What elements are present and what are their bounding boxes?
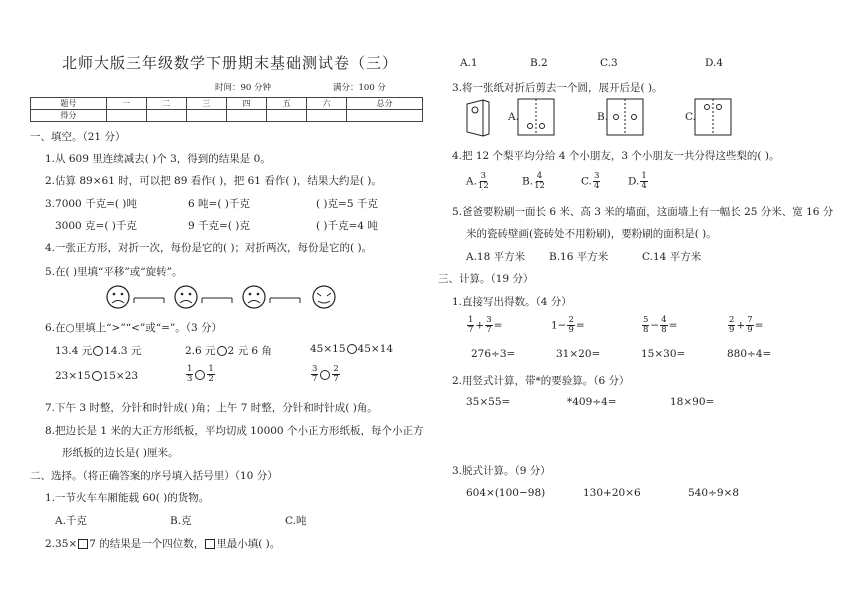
s2-q3: 3.将一张纸对折后剪去一个圆，展开后是( )。 bbox=[452, 82, 663, 94]
s1-q7: 7.下午 3 时整，分针和时针成( )角；上午 7 时整，分针和时针成( )角。 bbox=[45, 402, 378, 414]
answer-circle[interactable] bbox=[195, 370, 205, 380]
unfolded-paper-a bbox=[517, 98, 555, 136]
denominator: 12 bbox=[477, 181, 489, 191]
unfolded-paper-b bbox=[606, 98, 644, 136]
score-table-header-row bbox=[31, 98, 423, 110]
answer-circle[interactable] bbox=[217, 346, 227, 356]
compare-right: 15×23 bbox=[102, 370, 139, 382]
compare-right: 14.3 元 bbox=[104, 345, 142, 357]
s2-q1: 1.一节火车车厢能载 60( )的货物。 bbox=[45, 492, 210, 504]
operator: + bbox=[475, 319, 485, 332]
s2-q5-opt-a: A.18 平方米 bbox=[466, 251, 526, 263]
s3-q1: 1.直接写出得数。（4 分） bbox=[452, 296, 572, 308]
numerator: 3 bbox=[486, 315, 492, 325]
equals: = bbox=[668, 319, 678, 332]
fraction bbox=[534, 172, 545, 191]
q2-text-post: 里最小填( )。 bbox=[216, 538, 281, 550]
s3-q1-row2-a: 276÷3= bbox=[471, 348, 516, 360]
numerator: 3 bbox=[312, 364, 318, 374]
score-input-cell[interactable] bbox=[226, 110, 266, 122]
equals: = bbox=[754, 319, 764, 332]
numerator: 2 bbox=[568, 315, 574, 325]
s1-q3c: ( )克=5 千克 bbox=[316, 198, 378, 210]
numerator: 1 bbox=[468, 315, 474, 325]
s1-q3a: 3.7000 千克=( )吨 bbox=[45, 198, 137, 210]
denominator: 4 bbox=[641, 181, 647, 191]
score-input-cell[interactable] bbox=[146, 110, 186, 122]
denominator: 7 bbox=[486, 325, 492, 335]
translate-rotate-figures bbox=[100, 282, 356, 312]
s2-q5a: 5.爸爸要粉刷一面长 6 米、高 3 米的墙面，这面墙上有一幅长 25 分米、宽 16 分 bbox=[452, 206, 834, 218]
s1-q8a: 8.把边长是 1 米的大正方形纸板，平均切成 10000 个小正方形纸板，每个小正方 bbox=[45, 425, 424, 437]
equals: = bbox=[493, 319, 503, 332]
s2-q4-opt-b bbox=[522, 172, 546, 191]
score-table-score-row bbox=[31, 110, 423, 122]
fraction bbox=[567, 316, 574, 335]
s2-q3-opt-a: A. bbox=[508, 111, 519, 123]
fraction bbox=[311, 365, 318, 384]
numerator: 1 bbox=[187, 364, 193, 374]
s1-q5: 5.在( )里填“平移”或“旋转”。 bbox=[45, 266, 183, 278]
score-input-cell[interactable] bbox=[186, 110, 226, 122]
s3-q2: 2.用竖式计算，带*的要验算。（6 分） bbox=[452, 375, 630, 387]
s2-q4-opt-c bbox=[581, 172, 601, 191]
compare-left: 2.6 元 bbox=[185, 345, 216, 357]
denominator: 8 bbox=[661, 325, 667, 335]
s3-q1-row2-b: 31×20= bbox=[556, 348, 601, 360]
score-input-cell[interactable] bbox=[307, 110, 347, 122]
equals: = bbox=[575, 319, 585, 332]
denominator: 9 bbox=[568, 325, 574, 335]
fraction bbox=[640, 172, 647, 191]
denominator: 8 bbox=[643, 325, 649, 335]
numerator: 4 bbox=[536, 171, 543, 181]
fraction bbox=[660, 316, 667, 335]
score-cell: 总分 bbox=[347, 98, 423, 110]
arrow-icon bbox=[134, 298, 164, 303]
s2-q5-opt-c: C.14 平方米 bbox=[642, 251, 702, 263]
s1-q6-item2 bbox=[185, 343, 272, 358]
fraction bbox=[642, 316, 649, 335]
fraction bbox=[467, 316, 474, 335]
s1-q3e: 9 千克=( )克 bbox=[188, 220, 250, 232]
unfolded-paper-c bbox=[694, 98, 732, 136]
s1-q4: 4.一张正方形，对折一次，每份是它的( )；对折两次，每份是它的( )。 bbox=[45, 242, 373, 254]
s2-q3-opt-c: C. bbox=[685, 111, 696, 123]
score-input-cell[interactable] bbox=[106, 110, 146, 122]
s3-q2-item1: 35×55= bbox=[466, 396, 511, 408]
s2-q5b: 米的瓷砖壁画(瓷砖处不用粉刷)，要粉刷的面积是( )。 bbox=[466, 228, 717, 240]
full-score: 满分：100 分 bbox=[333, 83, 386, 93]
s2-q3-opt-b: B. bbox=[597, 111, 609, 123]
denominator: 3 bbox=[187, 374, 193, 384]
s1-q1: 1.从 609 里连续减去( )个 3，得到的结果是 0。 bbox=[45, 153, 271, 165]
s3-q2-item2: *409÷4= bbox=[567, 396, 617, 408]
compare-right: 45×14 bbox=[357, 343, 394, 355]
s1-q6-item3 bbox=[310, 343, 393, 355]
fraction bbox=[478, 172, 489, 191]
s3-q1-item3 bbox=[641, 316, 677, 335]
s2-q2-opt-a: A.1 bbox=[460, 57, 478, 69]
s3-q2-item3: 18×90= bbox=[670, 396, 715, 408]
denominator: 7 bbox=[333, 374, 339, 384]
answer-circle[interactable] bbox=[320, 370, 330, 380]
answer-circle[interactable] bbox=[347, 344, 357, 354]
folded-paper-figure bbox=[463, 98, 493, 138]
denominator: 7 bbox=[312, 374, 318, 384]
operator: − bbox=[650, 319, 660, 332]
compare-left: 45×15 bbox=[310, 343, 346, 355]
s2-q2-opt-d: D.4 bbox=[705, 57, 724, 69]
s1-q6-item6 bbox=[310, 365, 341, 384]
s1-q3f: ( )千克=4 吨 bbox=[316, 220, 378, 232]
fraction bbox=[332, 365, 339, 384]
arrow-icon bbox=[270, 298, 300, 303]
score-input-cell[interactable] bbox=[347, 110, 423, 122]
section2-heading: 二、选择。（将正确答案的序号填入括号里）（10 分） bbox=[30, 470, 278, 482]
exam-time: 时间：90 分钟 bbox=[215, 83, 272, 93]
s1-q3b: 6 吨=( )千克 bbox=[188, 198, 250, 210]
score-cell: 一 bbox=[106, 98, 146, 110]
denominator: 9 bbox=[747, 325, 753, 335]
s3-q3-item2: 130+20×6 bbox=[583, 487, 641, 499]
score-cell: 得分 bbox=[31, 110, 107, 122]
s1-q6-item1 bbox=[55, 343, 141, 358]
denominator: 4 bbox=[594, 181, 600, 191]
s3-q3-item3: 540÷9×8 bbox=[688, 487, 739, 499]
answer-circle[interactable] bbox=[92, 371, 102, 381]
option-label: A. bbox=[466, 175, 477, 188]
arrow-icon bbox=[202, 298, 232, 303]
score-input-cell[interactable] bbox=[267, 110, 307, 122]
fraction bbox=[728, 316, 735, 335]
denominator: 9 bbox=[729, 325, 735, 335]
score-cell: 六 bbox=[307, 98, 347, 110]
denominator: 12 bbox=[534, 181, 545, 191]
s2-q1-opt-c: C.吨 bbox=[285, 515, 307, 527]
operator: 1− bbox=[551, 319, 567, 332]
numerator: 5 bbox=[643, 315, 649, 325]
s1-q6-item4 bbox=[55, 370, 138, 382]
score-cell: 二 bbox=[146, 98, 186, 110]
s3-q3-item1: 604×(100−98) bbox=[466, 487, 546, 499]
s2-q5-opt-b: B.16 平方米 bbox=[549, 251, 609, 263]
sad-face-icon bbox=[175, 286, 197, 308]
score-cell: 题号 bbox=[31, 98, 107, 110]
fraction bbox=[186, 365, 193, 384]
sad-face-icon bbox=[107, 286, 129, 308]
s2-q2-opt-b: B.2 bbox=[530, 57, 548, 69]
s2-q4: 4.把 12 个梨平均分给 4 个小朋友，3 个小朋友一共分得这些梨的( )。 bbox=[452, 150, 780, 162]
answer-circle[interactable] bbox=[93, 346, 103, 356]
s3-q3: 3.脱式计算。（9 分） bbox=[452, 465, 551, 477]
score-cell: 三 bbox=[186, 98, 226, 110]
s3-q1-item4 bbox=[727, 316, 763, 335]
compare-left: 23×15 bbox=[55, 370, 91, 382]
s1-q6: 6.在○里填上“>”“<”或“=”。（3 分） bbox=[45, 322, 223, 334]
s1-q6-item5 bbox=[185, 365, 216, 384]
option-label: D. bbox=[628, 175, 640, 188]
score-table bbox=[30, 97, 423, 122]
score-cell: 五 bbox=[267, 98, 307, 110]
s1-q3d: 3000 克=( )千克 bbox=[55, 220, 137, 232]
numerator: 1 bbox=[208, 364, 214, 374]
s3-q1-row2-d: 880÷4= bbox=[727, 348, 772, 360]
q2-text-pre: 2.35× bbox=[45, 538, 78, 550]
fraction bbox=[593, 172, 600, 191]
numerator: 3 bbox=[594, 171, 600, 181]
fraction bbox=[746, 316, 753, 335]
score-cell: 四 bbox=[226, 98, 266, 110]
compare-right: 2 元 6 角 bbox=[227, 345, 272, 357]
numerator: 2 bbox=[729, 315, 735, 325]
s3-q1-row2-c: 15×30= bbox=[641, 348, 686, 360]
s1-q8b: 形纸板的边长是( )厘米。 bbox=[62, 447, 179, 459]
sad-face-icon bbox=[243, 286, 265, 308]
s2-q2-opt-c: C.3 bbox=[600, 57, 618, 69]
s2-q1-opt-b: B.克 bbox=[170, 515, 192, 527]
numerator: 7 bbox=[747, 315, 753, 325]
denominator: 2 bbox=[208, 374, 214, 384]
s2-q4-opt-d bbox=[628, 172, 649, 191]
numerator: 2 bbox=[333, 364, 339, 374]
s3-q1-item1 bbox=[466, 316, 502, 335]
s3-q1-item2 bbox=[551, 316, 585, 335]
blank-square[interactable] bbox=[205, 539, 215, 549]
section3-heading: 三、计算。（19 分） bbox=[438, 273, 534, 285]
s2-q1-opt-a: A.千克 bbox=[55, 515, 87, 527]
q2-text-mid: 7 的结果是一个四位数， bbox=[89, 538, 205, 550]
s2-q4-opt-a bbox=[466, 172, 490, 191]
option-label: B. bbox=[522, 175, 534, 188]
operator: + bbox=[736, 319, 746, 332]
denominator: 7 bbox=[468, 325, 474, 335]
option-label: C. bbox=[581, 175, 592, 188]
numerator: 3 bbox=[480, 171, 487, 181]
s1-q2: 2.估算 89×61 时，可以把 89 看作( )，把 61 看作( )，结果大约是( )。 bbox=[45, 175, 382, 187]
blank-square[interactable] bbox=[78, 539, 88, 549]
numerator: 1 bbox=[641, 171, 647, 181]
page-title: 北师大版三年级数学下册期末基础测试卷（三） bbox=[62, 54, 399, 72]
s2-q2 bbox=[45, 536, 280, 551]
fraction bbox=[485, 316, 492, 335]
compare-left: 13.4 元 bbox=[55, 345, 93, 357]
section1-heading: 一、填空。（21 分） bbox=[30, 131, 126, 143]
numerator: 4 bbox=[661, 315, 667, 325]
fraction bbox=[207, 365, 214, 384]
rotated-face-icon bbox=[313, 286, 335, 308]
